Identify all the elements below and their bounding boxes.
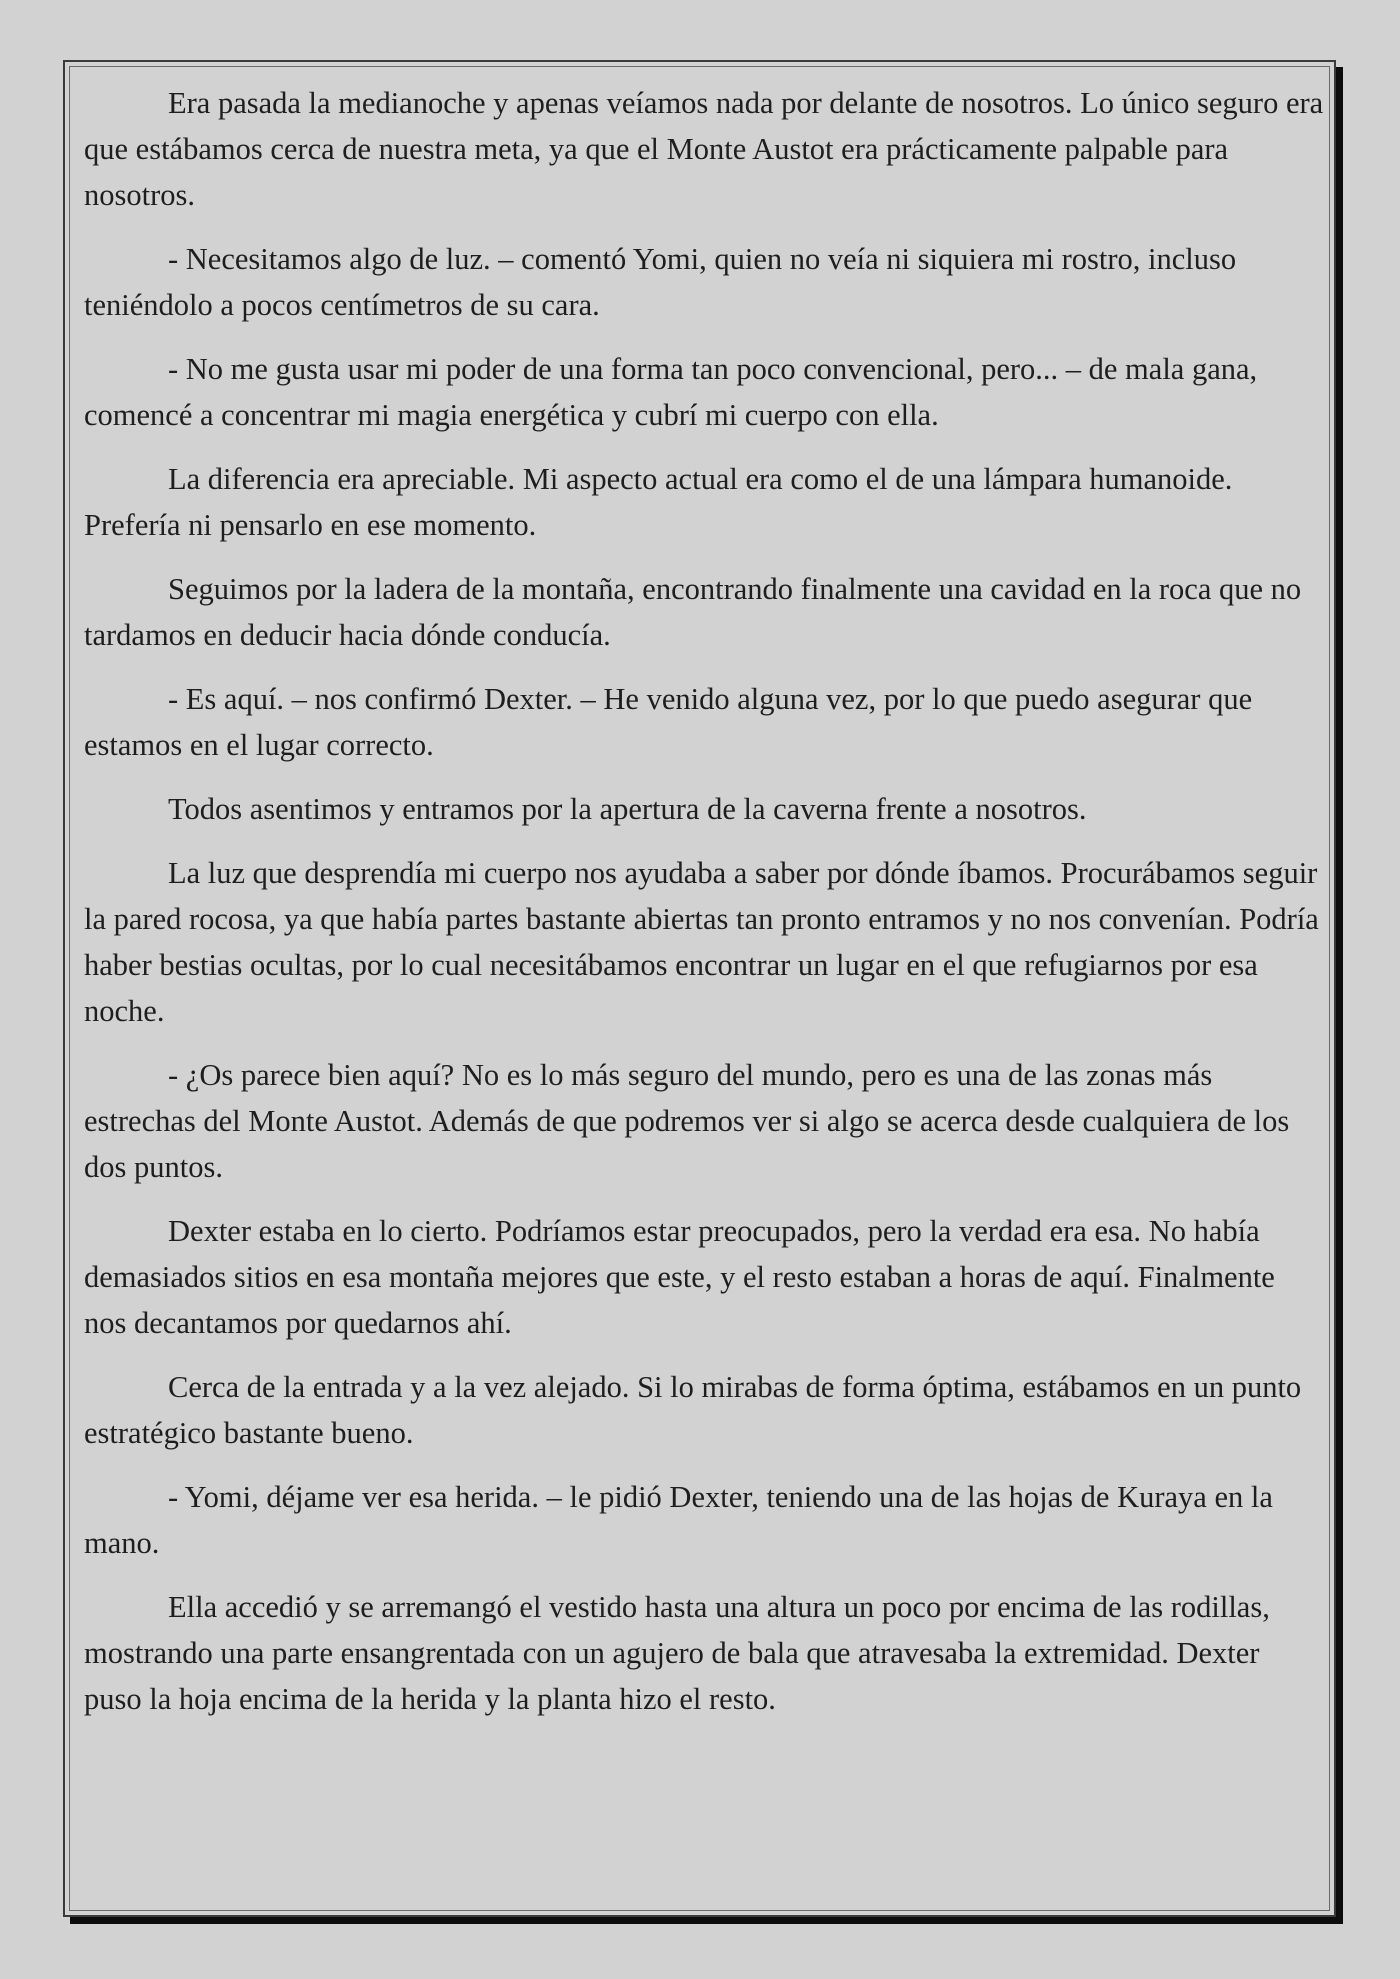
paragraph: La diferencia era apreciable. Mi aspecto actual era como el de una lámpara humanoide. Prefería ni pensarlo en ese momento. <box>84 462 1233 542</box>
paragraph: Ella accedió y se arremangó el vestido hasta una altura un poco por encima de las rodillas, mostrando una parte ensangrentada con un agujero de bala que atravesaba la extremidad. Dexter puso la hoja encima de la herida y la planta hizo el resto. <box>84 1590 1270 1716</box>
paragraph: La luz que desprendía mi cuerpo nos ayudaba a saber por dónde íbamos. Procurábamos seguir la pared rocosa, ya que había partes bastante abiertas tan pronto entramos y no nos convenían. Podría haber bestias ocultas, por lo cual necesitábamos encontrar un lugar en el que refugiarnos por esa noche. <box>84 856 1319 1028</box>
paragraph: Cerca de la entrada y a la vez alejado. Si lo mirabas de forma óptima, estábamos en un punto estratégico bastante bueno. <box>84 1370 1302 1450</box>
paragraph: - ¿Os parece bien aquí? No es lo más seguro del mundo, pero es una de las zonas más estrechas del Monte Austot. Además de que podremos ver si algo se acerca desde cualquiera de los dos puntos. <box>84 1058 1290 1184</box>
paragraph: Seguimos por la ladera de la montaña, encontrando finalmente una cavidad en la roca que no tardamos en deducir hacia dónde conducía. <box>84 572 1302 652</box>
paragraph: - Es aquí. – nos confirmó Dexter. – He venido alguna vez, por lo que puedo asegurar que estamos en el lugar correcto. <box>84 682 1253 762</box>
paragraph: - Yomi, déjame ver esa herida. – le pidió Dexter, teniendo una de las hojas de Kuraya en la mano. <box>84 1480 1273 1560</box>
paragraph: Era pasada la medianoche y apenas veíamos nada por delante de nosotros. Lo único seguro era que estábamos cerca de nuestra meta, ya que el Monte Austot era prácticamente palpable para nosotros. <box>84 86 1324 212</box>
paragraph: - Necesitamos algo de luz. – comentó Yomi, quien no veía ni siquiera mi rostro, incluso teniéndolo a pocos centímetros de su cara. <box>84 242 1237 322</box>
paragraph: Dexter estaba en lo cierto. Podríamos estar preocupados, pero la verdad era esa. No había demasiados sitios en esa montaña mejores que este, y el resto estaban a horas de aquí. Finalmente nos decantamos por quedarnos ahí. <box>84 1214 1275 1340</box>
document-body <box>84 80 1324 1740</box>
paragraph: Todos asentimos y entramos por la apertura de la caverna frente a nosotros. <box>168 792 1087 826</box>
paragraph: - No me gusta usar mi poder de una forma tan poco convencional, pero... – de mala gana, comencé a concentrar mi magia energética y cubrí mi cuerpo con ella. <box>84 352 1258 432</box>
